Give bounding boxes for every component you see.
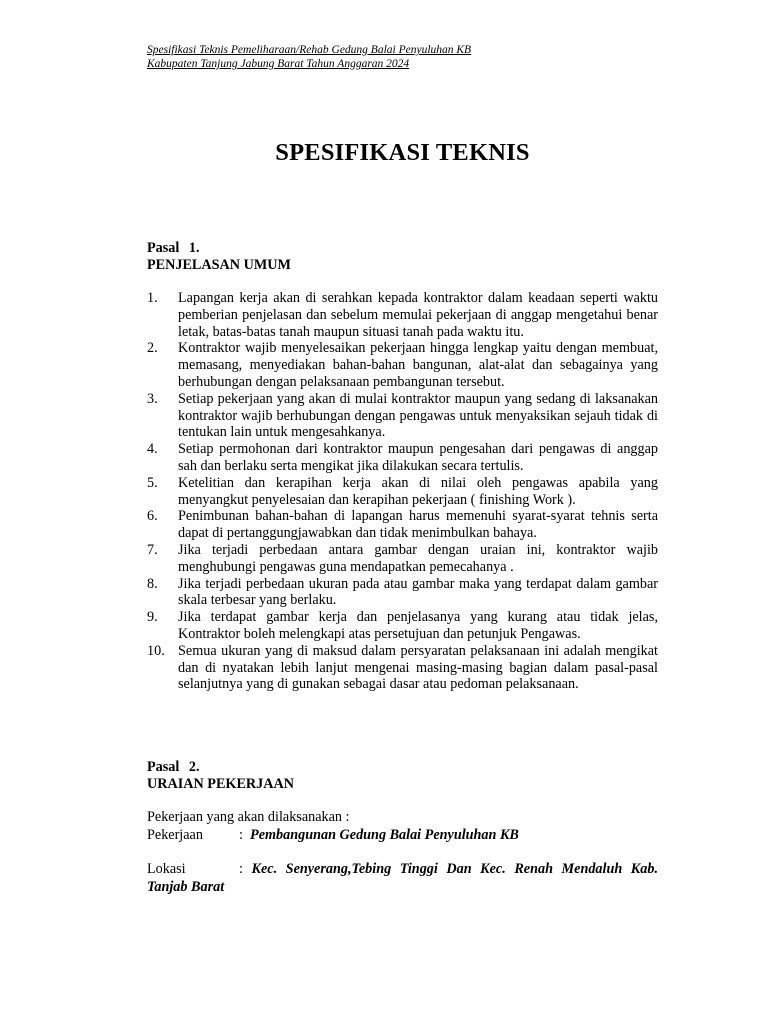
work-intro: Pekerjaan yang akan dilaksanakan :	[147, 809, 350, 825]
list-item	[147, 475, 658, 509]
document-title: SPESIFIKASI TEKNIS	[275, 139, 530, 166]
list-item	[147, 290, 658, 340]
list-item-number: 2.	[147, 340, 158, 357]
header-line-1: Spesifikasi Teknis Pemeliharaan/Rehab Gedung Balai Penyuluhan KB	[147, 44, 472, 56]
location-separator: :	[239, 861, 243, 877]
list-item-text: Jika terjadi perbedaan antara gambar dengan uraian ini, kontraktor wajib menghubungi pengawas guna mendapatkan pemecahanya .	[178, 541, 658, 575]
location-value: Kec. Senyerang,Tebing Tinggi Dan Kec. Renah Mendaluh Kab. Tanjab Barat	[147, 861, 658, 895]
location-label: Lokasi	[147, 861, 186, 877]
list-item-number: 1.	[147, 290, 158, 306]
list-item-number: 10.	[147, 642, 165, 659]
list-item-number: 6.	[147, 508, 158, 525]
list-item-number: 4.	[147, 441, 158, 458]
pasal-1-label: Pasal 1.	[147, 240, 200, 256]
list-item-number: 9.	[147, 609, 158, 626]
pasal-2-title: URAIAN PEKERJAAN	[147, 776, 295, 792]
pasal-2-label: Pasal 2.	[147, 759, 200, 775]
list-item	[147, 576, 658, 610]
document-header	[147, 43, 471, 71]
list-item	[147, 391, 658, 441]
list-item-text: Jika terjadi perbedaan ukuran pada atau gambar maka yang terdapat dalam gambar skala terbesar yang berlaku.	[178, 575, 658, 609]
pasal-2-heading	[147, 759, 294, 793]
list-item	[147, 508, 658, 542]
location-row	[147, 861, 658, 896]
header-line-2: Kabupaten Tanjung Jabung Barat Tahun Anggaran 2024	[147, 58, 410, 70]
list-item-text: Penimbunan bahan-bahan di lapangan harus memenuhi syarat-syarat tehnis serta dapat di pertanggungjawabkan dan tidak menimbulkan bahaya.	[178, 508, 658, 542]
general-provisions-list	[147, 290, 658, 693]
list-item-number: 5.	[147, 474, 158, 491]
list-item	[147, 542, 658, 576]
pasal-1-heading	[147, 240, 291, 274]
list-item	[147, 441, 658, 475]
work-label: Pekerjaan	[147, 827, 203, 843]
work-value: Pembangunan Gedung Balai Penyuluhan KB	[250, 827, 519, 843]
list-item-text: Semua ukuran yang di maksud dalam persyaratan pelaksanaan ini adalah mengikat dan di nyatakan lebih lanjut mengenai masing-masing bagian dalam pasal-pasal selanjutnya yang di gunakan sebagai dasar atau pedoman pelaksanaan.	[178, 642, 658, 693]
work-row	[147, 827, 519, 844]
list-item-text: Setiap permohonan dari kontraktor maupun pengesahan dari pengawas di anggap sah dan berlaku serta mengikat jika dilakukan secara tertulis.	[178, 441, 658, 474]
list-item-number: 7.	[147, 541, 158, 558]
list-item	[147, 340, 658, 390]
list-item-text: Setiap pekerjaan yang akan di mulai kontraktor maupun yang sedang di laksanakan kontraktor wajib berhubungan dengan pengawas untuk menyaksikan sejauh tidak di tentukan lain untuk mengesahkanya.	[178, 390, 658, 441]
list-item-text: Kontraktor wajib menyelesaikan pekerjaan hingga lengkap yaitu dengan membuat, memasang, menyediakan bahan-bahan bangunan, alat-alat dan sebagainya yang berhubungan dengan pelaksanaan pembangunan tersebut.	[178, 340, 658, 390]
list-item-text: Jika terdapat gambar kerja dan penjelasanya yang kurang atau tidak jelas, Kontraktor boleh melengkapi atas persetujuan dan petunjuk Pengawas.	[178, 609, 658, 642]
list-item	[147, 609, 658, 643]
list-item-text: Ketelitian dan kerapihan kerja akan di nilai oleh pengawas apabila yang menyangkut penyelesaian dan kerapihan pekerjaan ( finishing Work ).	[178, 474, 658, 508]
pasal-1-title: PENJELASAN UMUM	[147, 257, 291, 273]
list-item-text: Lapangan kerja akan di serahkan kepada kontraktor dalam keadaan seperti waktu pemberian penjelasan dan sebelum memulai pekerjaan di anggap mengetahui benar letak, batas-batas tanah maupun situasi tanah pada waktu itu.	[178, 290, 658, 340]
work-separator: :	[239, 827, 243, 843]
list-item-number: 3.	[147, 390, 158, 407]
list-item-number: 8.	[147, 575, 158, 592]
list-item	[147, 643, 658, 693]
